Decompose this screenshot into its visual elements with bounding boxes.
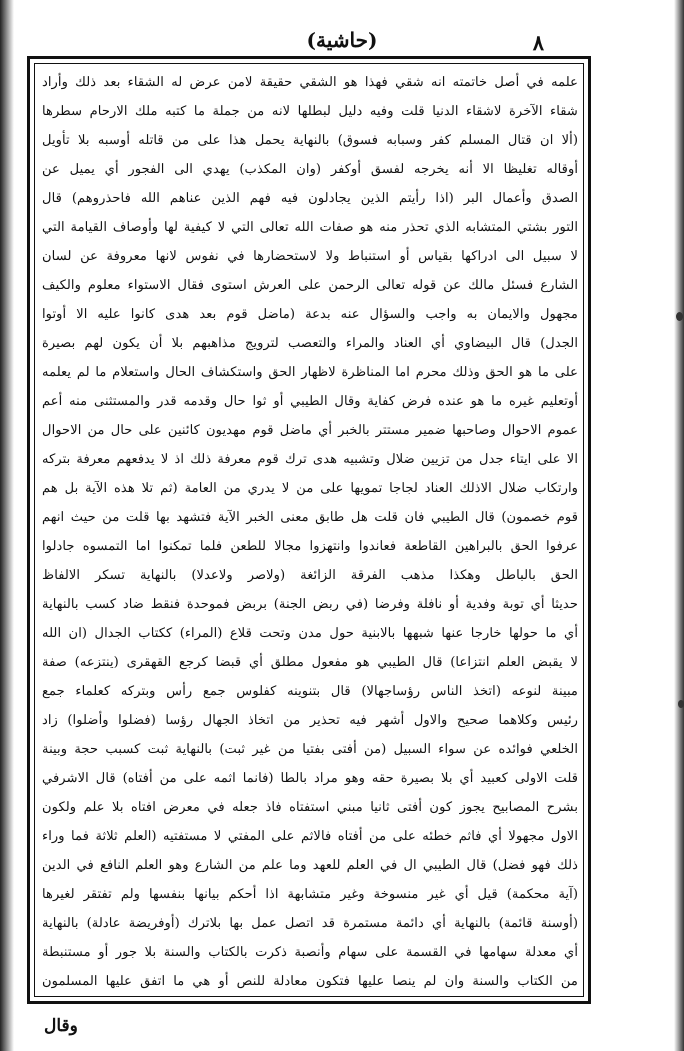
text-line: ذلك فهو فضل) قال الطيبي ال في العلم للعهد وما علم من الشارع وهو العلم النافع في الدين bbox=[42, 858, 578, 873]
text-line: قوم خصمون) قال الطيبي فان قلت هل طابق معنى الخبر الآية فتشهد بها قلت من حيث انهم bbox=[42, 510, 578, 525]
text-line: الجدل) قال البيضاوي أي العناد والمراء والتعصب لترويج مذاهبهم بلا أن يكون لهم بصيرة bbox=[42, 336, 578, 351]
text-line: أوقاله تغليظا الا أنه يخرجه لفسق أوكفر (وان المكذب) يهدي الى الفجور أي يميل عن bbox=[42, 162, 578, 177]
text-line: مجهول والايمان به واجب والسؤال عنه بدعة (ماضل قوم بعد هدى كانوا عليه الا أوتوا bbox=[42, 307, 578, 322]
text-line: قلت الاولى كعبيد أي بلا بصيرة حقه وهو مراد بالطا (فانما اثمه على من أفتاه) قال الاشرفي bbox=[42, 771, 578, 786]
text-line: أوتعليم غيره ما هو عنده فرض كفاية وقال الطيبي أو ثوا حال وقدمه قدر والمستثنى منه أعم bbox=[42, 394, 578, 409]
text-line: أي ما حولها خارجا عنها شبهها بالابنية حول مدن وتحت قلاع (المراء) ككتاب الجدال (ان الله bbox=[42, 626, 578, 641]
text-line: عموم الاحوال وصاحبها ضمير مستتر بالخبر أي ماضل قوم مهديون كائنين على حال من الاحوال bbox=[42, 423, 578, 438]
text-line: رئيس وكلاهما صحيح والاول أشهر فيه تحذير من اتخاذ الجهال رؤسا (فضلوا وأضلوا) زاد bbox=[42, 713, 578, 728]
text-line: من الكتاب والسنة وان لم ينصا عليها فتكون معادلة للنص أو هي ما اتفق عليها المسلمون bbox=[42, 974, 578, 989]
text-line: عرفوا الحق بالبراهين القاطعة فعاندوا وانتهزوا مجالا للطعن فلما تمكنوا اما التمسوه جادلوا bbox=[42, 539, 578, 554]
page-header bbox=[0, 0, 684, 58]
running-title: (حاشية) bbox=[306, 28, 378, 52]
ink-spot bbox=[676, 312, 683, 321]
text-line: أي معدلة سهامها في القسمة على سهام وأنصبة ذكرت بالكتاب والسنة بلا جور أو مستنبطة bbox=[42, 945, 578, 960]
catchword: وقال bbox=[44, 1016, 78, 1036]
text-line: بشرح المصابيح يجوز كون أفتى ثانيا مبني استفتاه فاذ جعله في معرض افتاه بلا علم ولكون bbox=[42, 800, 578, 815]
text-frame bbox=[27, 56, 591, 1004]
text-line: وارتكاب ضلال الاذلك العناد لجاجا تمويها على من لا يدري من العامة (ثم تلا هذه الآية بل هم bbox=[42, 481, 578, 496]
page-edge-shadow bbox=[674, 0, 684, 1051]
ink-spot bbox=[678, 700, 684, 708]
page-binding-shadow bbox=[0, 0, 14, 1051]
text-line: (أوسنة قائمة) بالنهاية أي دائمة مستمرة قد اتصل عمل بها بلاترك (أوفريضة عادلة) بالنهاية bbox=[42, 916, 578, 931]
text-line: الا على ايتاء جدل من تزيين ضلال وتشبيه هدى ترك قوم معرفة ذلك اذ لا يدفعهم معرفة بتركه bbox=[42, 452, 578, 467]
text-line: شقاء الآخرة لاشقاء الدنيا قلت وفيه دليل لبطلها لانه من جملة ما كتبه ملك الارحام سطرها bbox=[42, 104, 578, 119]
text-line: حديثا أي توبة وفدية أو نافلة وفرضا (في ربض الجنة) بربض فموحدة فنقط ضاد كسب بالنهاية bbox=[42, 597, 578, 612]
text-line: الخلعي فوائده عن سواء السبيل (من أفتى بفتيا من غير ثبت) بالنهاية ثبت كسبب حجة وبينة bbox=[42, 742, 578, 757]
text-line: التور بشتي المتشابه الذي تحذر منه هو صفات الله تعالى التي لا كيفية لها وأوصاف القيامة التي bbox=[42, 220, 578, 235]
text-line: الاول مجهولا أي فاثم خطئه على من أفتاه فالاثم على المفتي لا مستفتيه (العلم ثلاثة فما وراء bbox=[42, 829, 578, 844]
text-line: لا يقبض العلم انتزاعا) قال الطيبي هو مفعول مطلق أي قبضا كرجع القهقرى (ينتزعه) صفة bbox=[42, 655, 578, 670]
text-line: الشارع فسئل مالك عن قوله تعالى الرحمن على العرش استوى فقال الاستواء معلوم والكيف bbox=[42, 278, 578, 293]
commentary-text bbox=[42, 71, 578, 993]
text-line: الحق بالباطل وهكذا مذهب الفرقة الزائغة (ولاصر ولاعدلا) بالنهاية تسكر الالفاظ bbox=[42, 568, 578, 583]
text-line: مبينة لنوعه (اتخذ الناس رؤساجهالا) قال بتنوينه كفلوس جمع رأس وبتركه كعلماء جمع bbox=[42, 684, 578, 699]
text-line: (آية محكمة) قيل أي غير منسوخة وغير متشابهة اذا أحكم بيانها بنفسها ولم تفتقر لغيرها bbox=[42, 887, 578, 902]
text-line: لا سبيل الى ادراكها بقياس أو استنباط ولا لاستحضارها في نفوس لانها معروفة عن لسان bbox=[42, 249, 578, 264]
text-line: علمه في أصل خاتمته انه شقي فهذا هو الشقي حقيقة لامن عرض له الشقاء بعد ذلك وأراد bbox=[42, 75, 578, 90]
text-line: على ما هو الحق وذلك محرم اما المناظرة لاظهار الحق واستكشاف الحال واستعلام ما لم يعلمه bbox=[42, 365, 578, 380]
page-number: ٨ bbox=[532, 30, 544, 55]
text-line: (ألا ان قتال المسلم كفر وسبابه فسوق) بالنهاية يحمل هذا على من قاتله أوسبه بلا تأويل bbox=[42, 133, 578, 148]
text-line: الصدق وأعمال البر (اذا رأيتم الذين يجادلون فيه فهم الذين عناهم الله فاحذروهم) قال bbox=[42, 191, 578, 206]
